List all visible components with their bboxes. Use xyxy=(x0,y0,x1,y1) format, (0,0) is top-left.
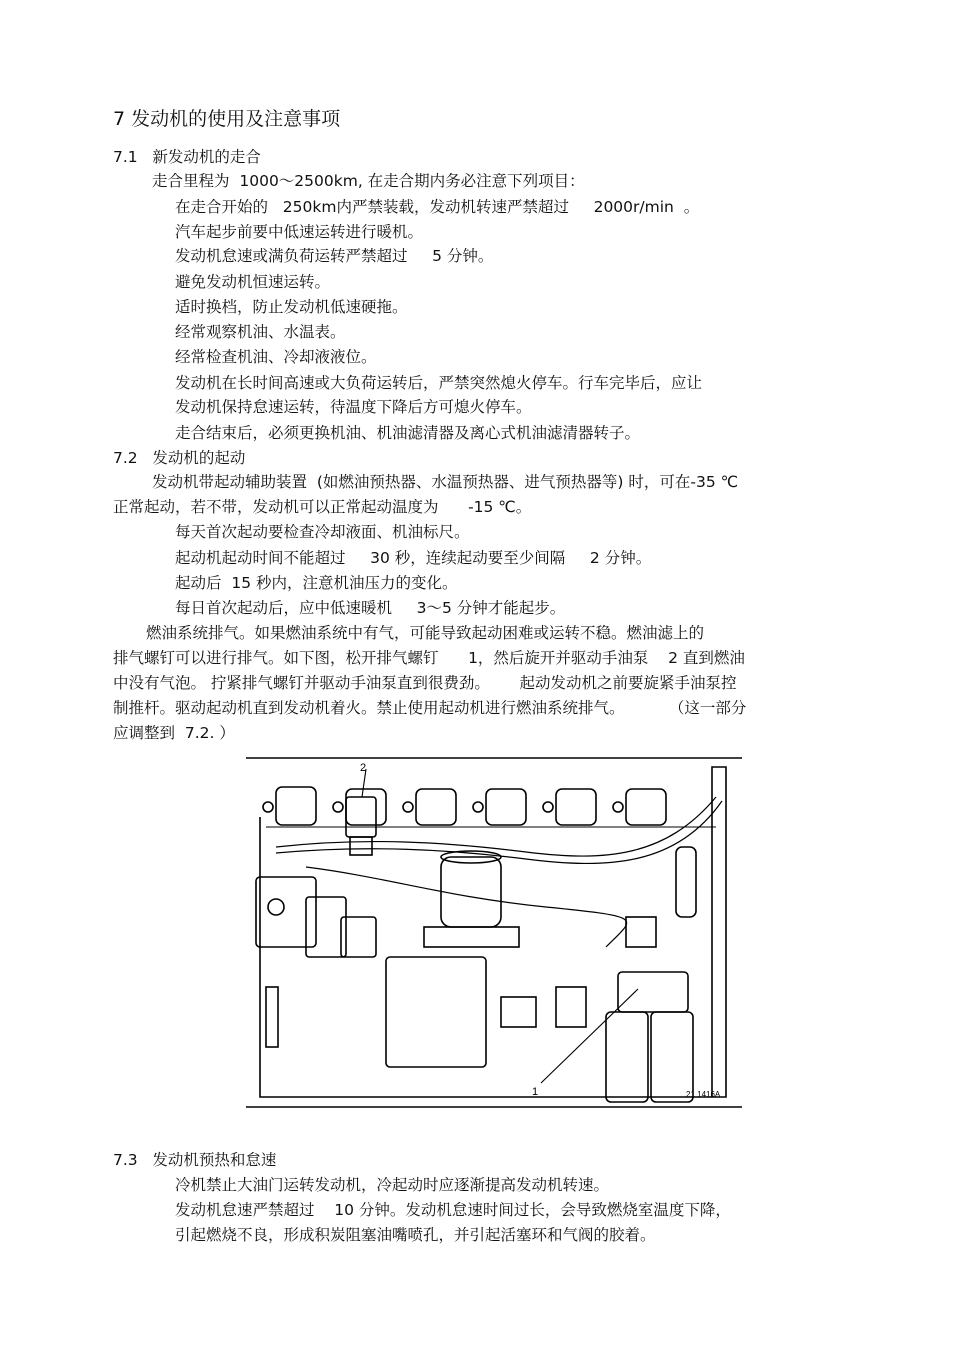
section-7-1-intro: 走合里程为 1000～2500km, 在走合期内务必注意下列项目： xyxy=(152,172,585,190)
list-item: 冷机禁止大油门运转发动机，冷起动时应逐渐提高发动机转速。 xyxy=(175,1176,610,1194)
list-item: 每日首次起动后，应中低速暖机 3～5 分钟才能起步。 xyxy=(175,599,566,617)
list-item: 适时换档，防止发动机低速硬拖。 xyxy=(175,298,408,316)
list-item: 发动机怠速严禁超过 10 分钟。发动机怠速时间过长，会导致燃烧室温度下降， xyxy=(175,1201,731,1219)
callout-1-label: 1 xyxy=(532,1086,539,1098)
section-7-2-heading: 7.2 发动机的起动 xyxy=(113,449,246,467)
list-item: 汽车起步前要中低速运转进行暖机。 xyxy=(175,223,424,241)
paragraph-line: 应调整到 7.2. ） xyxy=(113,724,235,742)
list-item: 起动机起动时间不能超过 30 秒，连续起动要至少间隔 2 分钟。 xyxy=(175,549,652,567)
list-item: 走合结束后，必须更换机油、机油滤清器及离心式机油滤清器转子。 xyxy=(175,424,641,442)
list-item: 引起燃烧不良，形成积炭阻塞油嘴喷孔，并引起活塞环和气阀的胶着。 xyxy=(175,1226,656,1244)
paragraph-line: 燃油系统排气。如果燃油系统中有气，可能导致起动困难或运转不稳。燃油滤上的 xyxy=(146,624,705,642)
paragraph-line: 中没有气泡。 拧紧排气螺钉并驱动手油泵直到很费劲。 起动发动机之前要旋紧手油泵控 xyxy=(113,674,737,692)
figure-code: 21 1416A xyxy=(686,1090,721,1099)
list-item: 发动机在长时间高速或大负荷运转后，严禁突然熄火停车。行车完毕后，应让 xyxy=(175,374,703,392)
paragraph-line: 制推杆。驱动起动机直到发动机着火。禁止使用起动机进行燃油系统排气。 （这一部分 xyxy=(113,699,747,717)
list-item: 在走合开始的 250km内严禁装载，发动机转速严禁超过 2000r/min 。 xyxy=(175,198,700,216)
list-item: 经常检查机油、冷却液液位。 xyxy=(175,348,377,366)
list-item: 发动机怠速或满负荷运转严禁超过 5 分钟。 xyxy=(175,247,494,265)
list-item: 经常观察机油、水温表。 xyxy=(175,323,346,341)
paragraph-line: 排气螺钉可以进行排气。如下图，松开排气螺钉 1，然后旋开并驱动手油泵 2 直到燃油 xyxy=(113,649,745,667)
paragraph-line: 发动机带起动辅助装置 (如燃油预热器、水温预热器、进气预热器等) 时，可在-35 ℃ xyxy=(152,473,739,491)
callout-2-label: 2 xyxy=(360,762,367,774)
list-item: 每天首次起动要检查冷却液面、机油标尺。 xyxy=(175,523,470,541)
section-7-1-heading: 7.1 新发动机的走合 xyxy=(113,148,261,166)
section-title: 7 发动机的使用及注意事项 xyxy=(113,108,341,130)
section-7-3-heading: 7.3 发动机预热和怠速 xyxy=(113,1151,277,1169)
list-item: 发动机保持怠速运转，待温度下降后方可熄火停车。 xyxy=(175,398,532,416)
engine-fuel-system-diagram xyxy=(246,757,742,1109)
list-item: 避免发动机恒速运转。 xyxy=(175,273,331,291)
list-item: 起动后 15 秒内，注意机油压力的变化。 xyxy=(175,574,458,592)
paragraph-line: 正常起动，若不带，发动机可以正常起动温度为 -15 ℃。 xyxy=(113,498,532,516)
